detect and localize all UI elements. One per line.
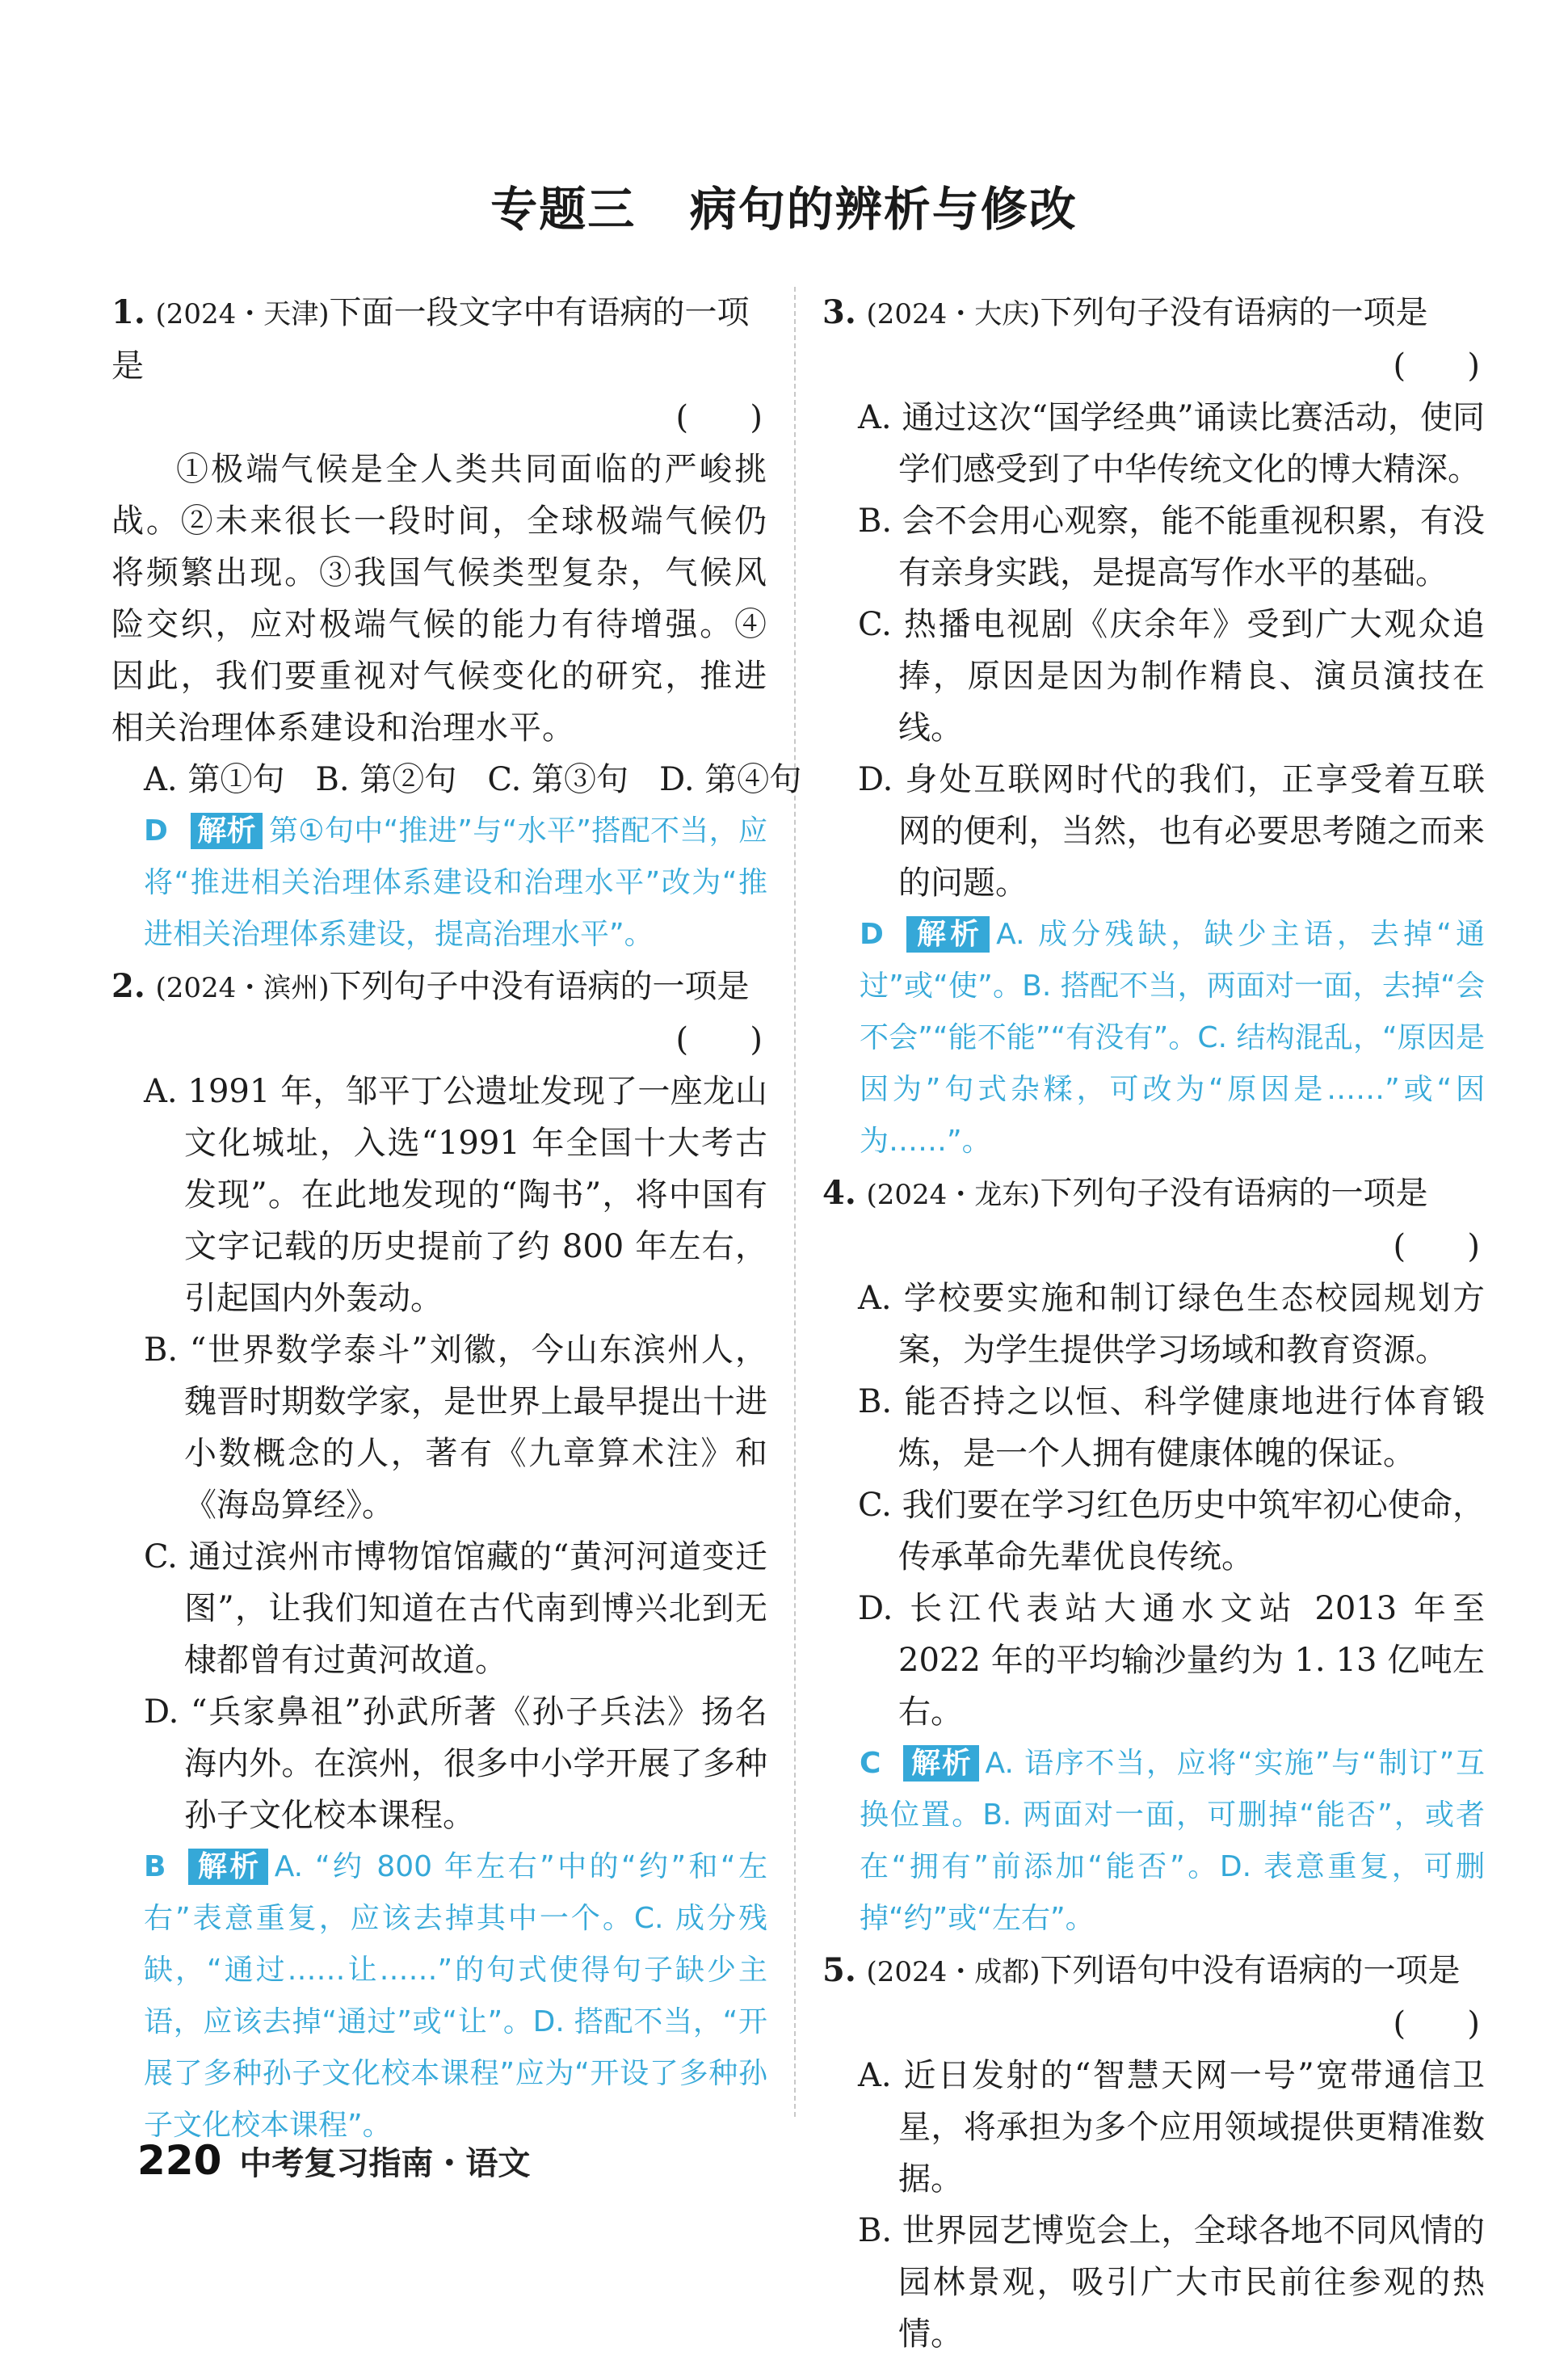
analysis-tag: 解析	[188, 1849, 267, 1885]
option-d: D. “兵家鼻祖”孙武所著《孙子兵法》扬名海内外。在滨州，很多中小学开展了多种孙子文化校本课程。	[144, 1693, 767, 1834]
book-title: 中考复习指南・语文	[239, 2145, 531, 2182]
option-b: B. “世界数学泰斗”刘徽，今山东滨州人，魏晋时期数学家，是世界上最早提出十进小数概念的人，著有《九章算术注》和《海岛算经》。	[144, 1331, 767, 1524]
column-divider	[794, 287, 796, 2117]
question-3	[822, 287, 1485, 1167]
answer-letter: C	[860, 1747, 881, 1780]
question-text: 下列句子没有语病的一项是	[1040, 294, 1428, 331]
right-column	[822, 287, 1485, 2360]
question-4	[822, 1167, 1485, 1945]
question-source: (2024・天津)	[155, 298, 330, 330]
analysis-block	[822, 1738, 1485, 1945]
question-stem	[822, 287, 1485, 340]
answer-bracket: ( )	[1393, 347, 1480, 385]
page-number: 220	[137, 2137, 222, 2184]
options-line: A. 第①句 B. 第②句 C. 第③句 D. 第④句	[144, 761, 802, 798]
analysis-block	[111, 1841, 767, 2152]
option-a: A. 近日发射的“智慧天网一号”宽带通信卫星，将承担为多个应用领域提供更精准数据。	[858, 2057, 1485, 2198]
option-c: C. 通过滨州市博物馆馆藏的“黄河河道变迁图”，让我们知道在古代南到博兴北到无棣都曾有过黄河故道。	[144, 1538, 767, 1679]
page-title: 专题三 病句的辨析与修改	[490, 182, 1078, 237]
option-b: B. 世界园艺博览会上，全球各地不同风情的园林景观，吸引广大市民前往参观的热情。	[858, 2212, 1485, 2353]
question-number: 3.	[822, 293, 856, 331]
option-b: B. 能否持之以恒、科学健康地进行体育锻炼，是一个人拥有健康体魄的保证。	[858, 1383, 1485, 1472]
option-d: D. 长江代表站大通水文站 2013 年至 2022 年的平均输沙量约为 1. 13 亿吨左右。	[858, 1590, 1485, 1731]
question-text: 下列句子没有语病的一项是	[1040, 1175, 1428, 1212]
question-number: 5.	[822, 1951, 856, 1989]
question-2	[111, 961, 767, 2152]
passage-text: ①极端气候是全人类共同面临的严峻挑战。②未来很长一段时间，全球极端气候仍将频繁出现。③我国气候类型复杂，气候风险交织，应对极端气候的能力有待增强。④因此，我们要重视对气候变化的研究，推进相关治理体系建设和治理水平。	[111, 451, 767, 747]
question-text: 下列语句中没有语病的一项是	[1040, 1952, 1461, 1989]
option-c: C. 热播电视剧《庆余年》受到广大观众追捧，原因是因为制作精良、演员演技在线。	[858, 606, 1485, 747]
analysis-text: A. 成分残缺，缺少主语，去掉“通过”或“使”。B. 搭配不当，两面对一面，去掉“会不会”“能不能”“有没有”。C. 结构混乱，“原因是因为”句式杂糅，可改为“原因是……”或“因为……”。	[860, 918, 1485, 1158]
answer-letter: D	[144, 814, 168, 848]
analysis-text: A. 语序不当，应将“实施”与“制订”互换位置。B. 两面对一面，可删掉“能否”，或者在“拥有”前添加“能否”。D. 表意重复，可删掉“约”或“左右”。	[860, 1747, 1485, 1935]
left-column	[111, 287, 802, 2152]
question-source: (2024・成都)	[866, 1956, 1040, 1988]
answer-letter: D	[860, 918, 884, 951]
option-a: A. 通过这次“国学经典”诵读比赛活动，使同学们感受到了中华传统文化的博大精深。	[858, 399, 1485, 488]
option-b: B. 会不会用心观察，能不能重视积累，有没有亲身实践，是提高写作水平的基础。	[858, 503, 1485, 591]
analysis-text: A. “约 800 年左右”中的“约”和“左右”表意重复，应该去掉其中一个。C. 成分残缺，“通过……让……”的句式使得句子缺少主语，应该去掉“通过”或“让”。D. 搭配不当，“开展了多种孙子文化校本课程”应为“开设了多种孙子文化校本课程”。	[144, 1850, 767, 2142]
question-source: (2024・滨州)	[155, 972, 330, 1004]
analysis-tag: 解析	[906, 916, 990, 953]
question-stem	[822, 1167, 1485, 1221]
question-number: 2.	[111, 967, 145, 1005]
answer-bracket: ( )	[1393, 1228, 1480, 1265]
question-number: 1.	[111, 293, 145, 331]
option-d: D. 身处互联网时代的我们，正享受着互联网的便利，当然，也有必要思考随之而来的问题。	[858, 761, 1485, 902]
question-source: (2024・龙东)	[866, 1179, 1040, 1211]
option-a: A. 学校要实施和制订绿色生态校园规划方案，为学生提供学习场域和教育资源。	[858, 1280, 1485, 1369]
option-a: A. 1991 年，邹平丁公遗址发现了一座龙山文化城址，入选“1991 年全国十大考古发现”。在此地发现的“陶书”，将中国有文字记载的历史提前了约 800 年左右，引起国内外轰动。	[144, 1073, 767, 1317]
question-stem	[822, 1945, 1485, 1998]
question-stem	[111, 961, 767, 1014]
answer-bracket: ( )	[675, 399, 763, 436]
question-stem	[111, 287, 767, 392]
question-text: 下面一段文字中有语病的一项是	[111, 294, 750, 385]
question-number: 4.	[822, 1174, 856, 1212]
analysis-tag: 解析	[903, 1745, 978, 1782]
question-1	[111, 287, 802, 961]
question-5	[822, 1945, 1485, 2360]
answer-letter: B	[144, 1850, 166, 1883]
page-footer	[137, 2137, 530, 2184]
analysis-tag: 解析	[191, 813, 263, 849]
analysis-text: 第①句中“推进”与“水平”搭配不当，应将“推进相关治理体系建设和治理水平”改为“推进相关治理体系建设，提高治理水平”。	[144, 814, 767, 951]
answer-bracket: ( )	[1393, 2005, 1480, 2042]
answer-bracket: ( )	[675, 1021, 763, 1058]
analysis-block	[822, 909, 1485, 1167]
analysis-block	[111, 806, 767, 961]
question-text: 下列句子中没有语病的一项是	[329, 968, 750, 1005]
question-source: (2024・大庆)	[866, 298, 1040, 330]
option-c: C. 我们要在学习红色历史中筑牢初心使命，传承革命先辈优良传统。	[858, 1487, 1485, 1575]
